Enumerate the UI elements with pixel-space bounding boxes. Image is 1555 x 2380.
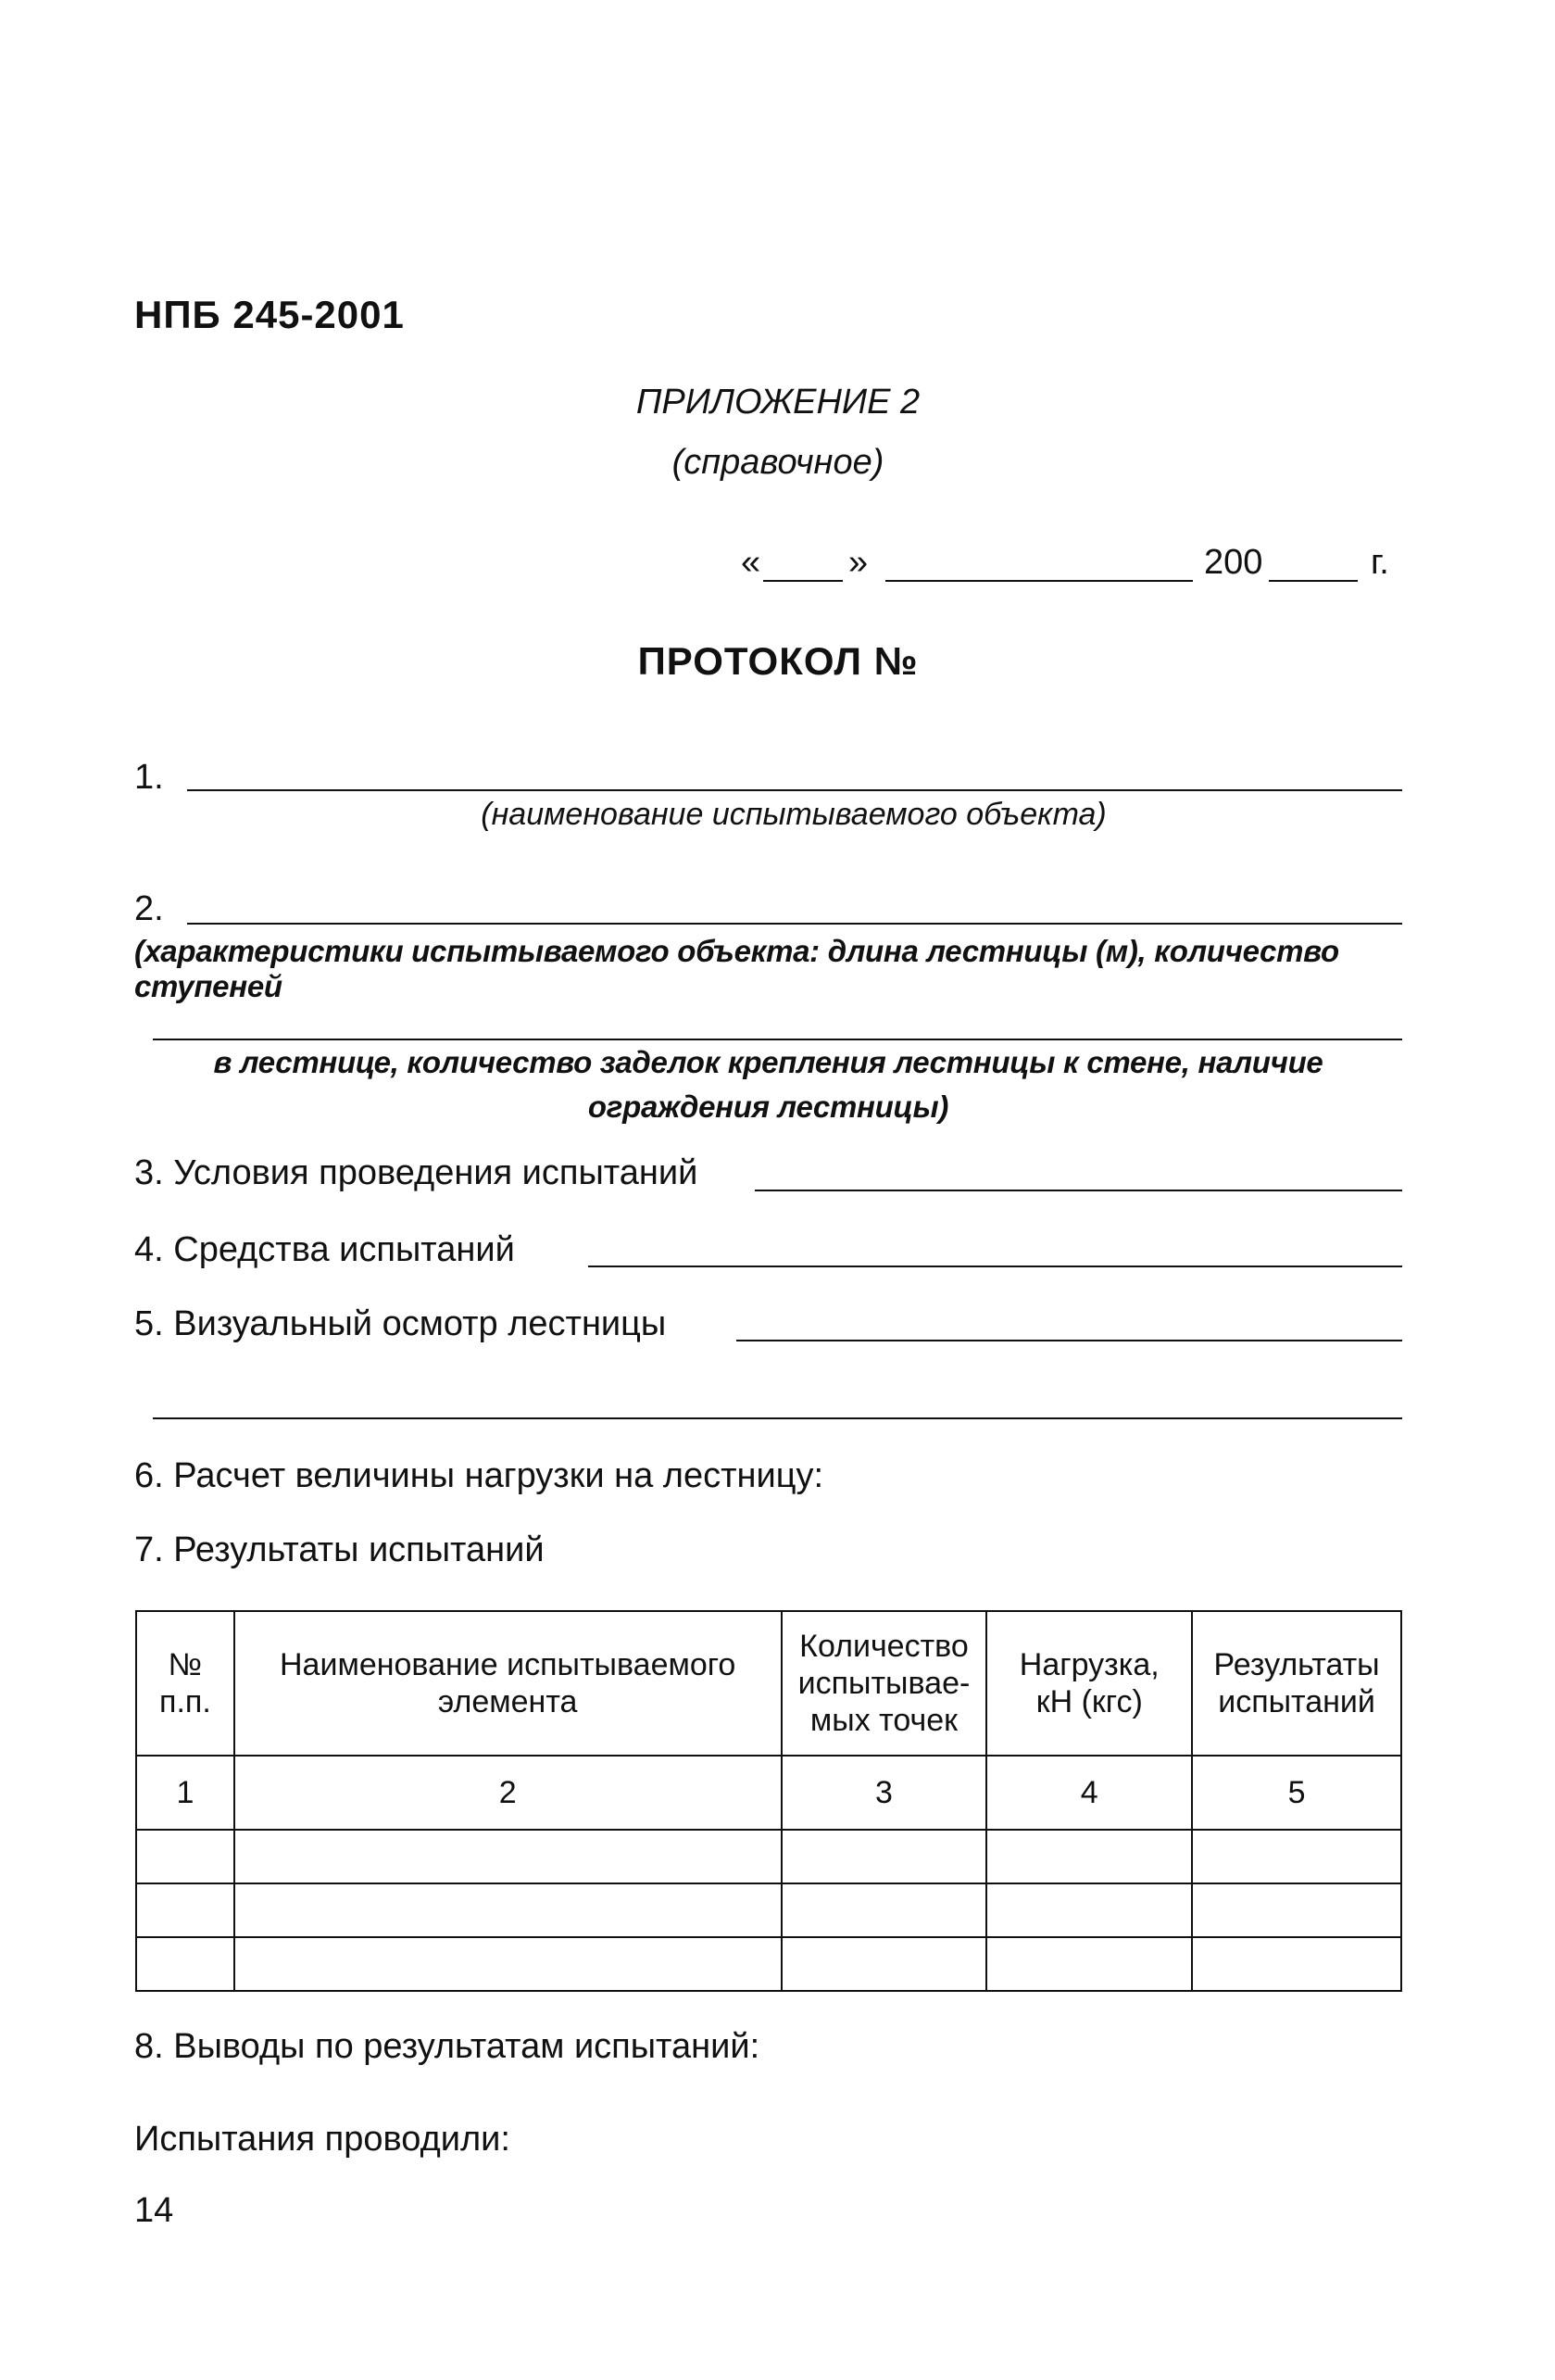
header-number: № п.п. (136, 1611, 234, 1756)
col-number-3: 3 (782, 1756, 987, 1830)
item2-caption-line1: (характеристики испытываемого объекта: длина лестницы (м), количество ступеней (134, 934, 1339, 1003)
item4-blank (588, 1266, 1402, 1267)
item2-number: 2. (134, 889, 164, 928)
col-number-2: 2 (234, 1756, 782, 1830)
table-row (136, 1883, 1401, 1937)
item2-blank-2 (153, 1039, 1402, 1040)
item2-caption-line2: в лестнице, количество заделок крепления лестницы к стене, наличие (213, 1045, 1323, 1079)
month-blank (885, 543, 1193, 582)
item2-caption-line3: ограждения лестницы) (587, 1089, 949, 1124)
header-points-count: Количество испытывае- мых точек (782, 1611, 987, 1756)
date-open-quote: « (741, 543, 761, 582)
item1-blank (187, 789, 1402, 791)
header-results: Результаты испытаний (1192, 1611, 1401, 1756)
year-suffix: г. (1371, 543, 1389, 582)
results-table (135, 1610, 1402, 1992)
item2-blank (187, 923, 1402, 925)
table-row (136, 1830, 1401, 1883)
year-blank (1269, 543, 1358, 582)
item8-label: 8. Выводы по результатам испытаний: (134, 2027, 760, 2066)
year-prefix: 200 (1204, 543, 1263, 582)
day-blank (763, 543, 843, 582)
col-number-1: 1 (136, 1756, 234, 1830)
item7-label: 7. Результаты испытаний (134, 1530, 545, 1569)
item3-label: 3. Условия проведения испытаний (134, 1153, 698, 1192)
date-close-quote: » (848, 543, 869, 582)
appendix-title: ПРИЛОЖЕНИЕ 2 (635, 383, 921, 422)
signature-label: Испытания проводили: (134, 2120, 510, 2159)
item3-blank (755, 1190, 1402, 1191)
col-number-4: 4 (986, 1756, 1192, 1830)
item5-label: 5. Визуальный осмотр лестницы (134, 1304, 667, 1343)
date-line (741, 543, 1408, 589)
item6-label: 6. Расчет величины нагрузки на лестницу: (134, 1456, 824, 1495)
item1-number: 1. (134, 758, 164, 797)
document-code: НПБ 245-2001 (134, 293, 405, 336)
col-number-5: 5 (1192, 1756, 1401, 1830)
page-number: 14 (134, 2191, 174, 2230)
item5-blank-2 (153, 1417, 1402, 1419)
item1-caption: (наименование испытываемого объекта) (481, 797, 1107, 832)
item4-label: 4. Средства испытаний (134, 1230, 515, 1269)
table-header-row (136, 1611, 1401, 1756)
table-row (136, 1937, 1401, 1991)
header-load: Нагрузка, кН (кгс) (986, 1611, 1192, 1756)
protocol-title: ПРОТОКОЛ № (637, 639, 919, 683)
appendix-subtitle: (справочное) (671, 443, 884, 482)
item5-blank (736, 1340, 1402, 1341)
header-element-name: Наименование испытываемого элемента (234, 1611, 782, 1756)
table-numbering-row (136, 1756, 1401, 1830)
